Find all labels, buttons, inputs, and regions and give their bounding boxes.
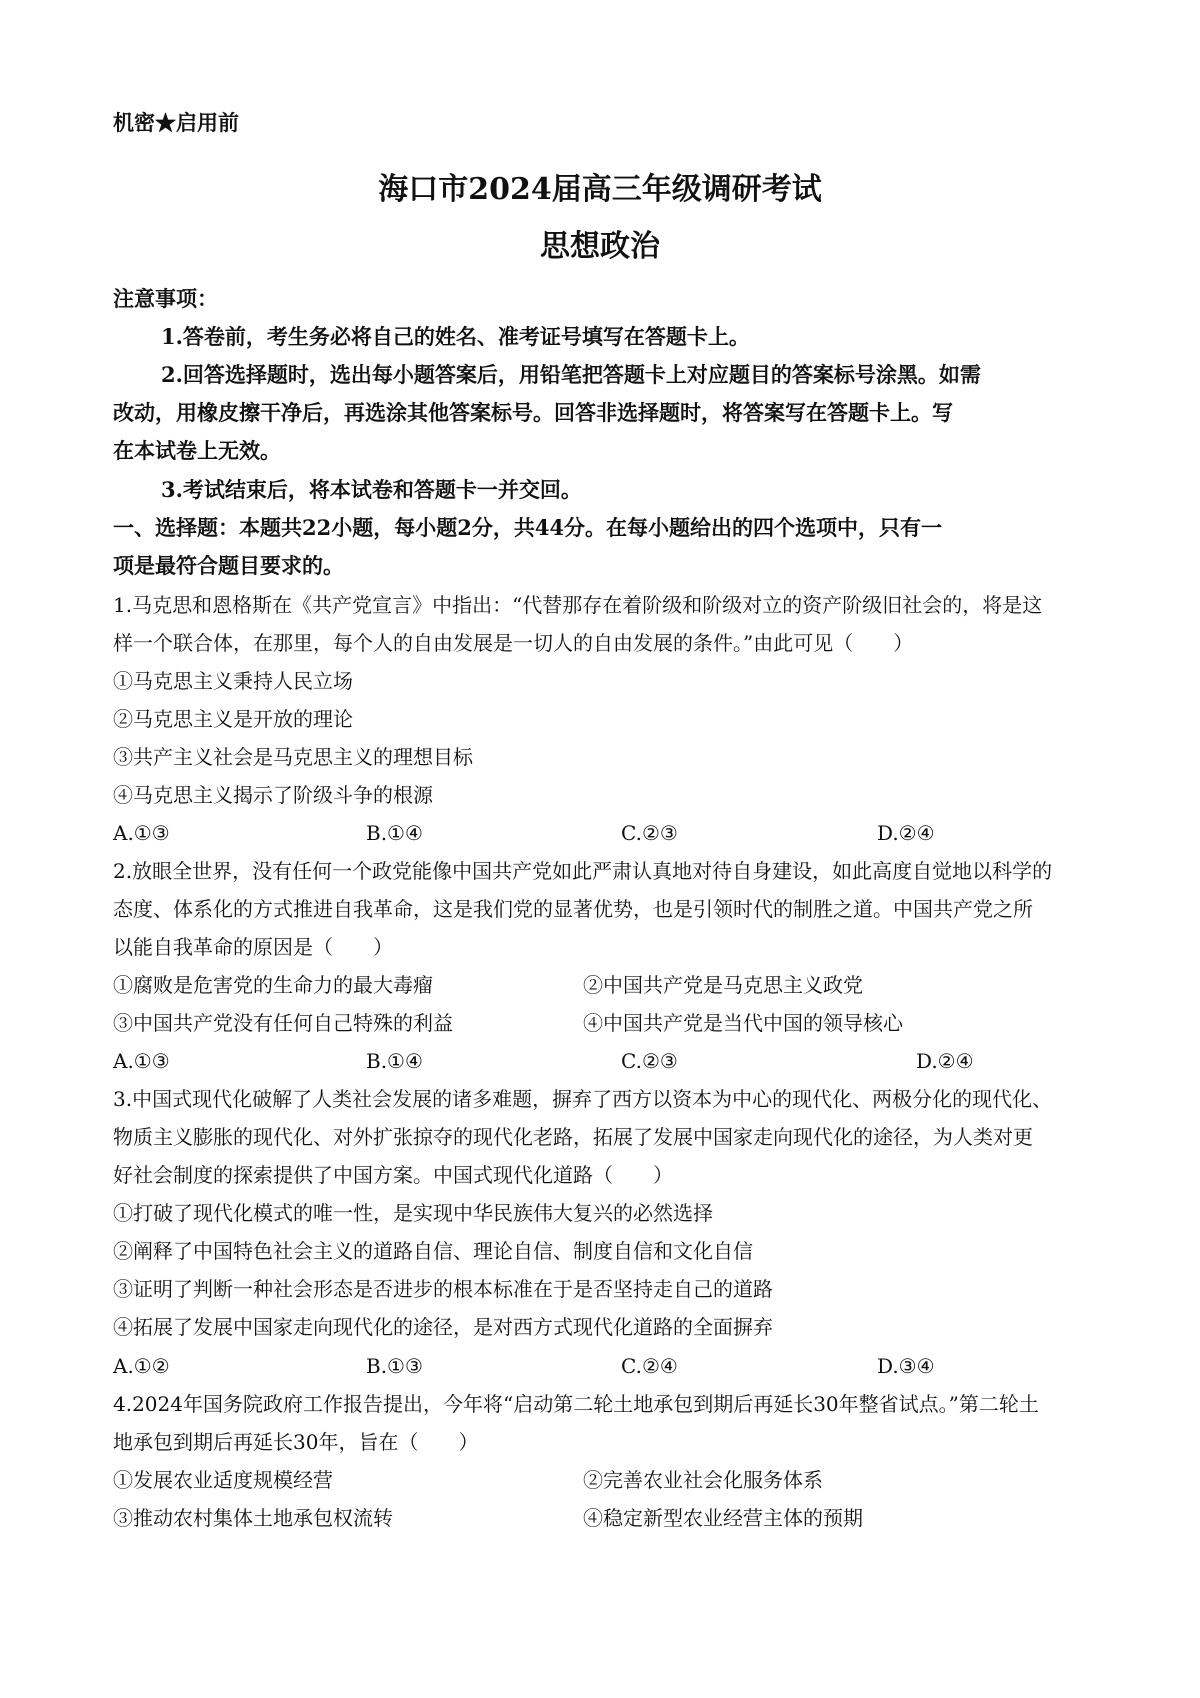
question-stem: 1.马克思和恩格斯在《共产党宣言》中指出：“代替那存在着阶级和阶级对立的资产阶级旧社会的，将是这 xyxy=(113,593,1043,617)
choice-a: A.①③ xyxy=(113,1049,170,1073)
exam-title: 海口市2024届高三年级调研考试 xyxy=(378,172,822,207)
choice-a: A.①③ xyxy=(113,821,170,845)
subject-title: 思想政治 xyxy=(540,229,660,264)
statement-option: ③推动农村集体土地承包权流转 xyxy=(113,1506,393,1530)
choice-c: C.②④ xyxy=(621,1354,678,1378)
notice-item: 改动，用橡皮擦干净后，再选涂其他答案标号。回答非选择题时，将答案写在答题卡上。写 xyxy=(113,400,953,425)
statement-option: ①腐败是危害党的生命力的最大毒瘤 xyxy=(113,973,433,997)
section-heading: 一、选择题：本题共22小题，每小题2分，共44分。在每小题给出的四个选项中，只有一 xyxy=(113,515,943,540)
statement-option: ④拓展了发展中国家走向现代化的途径，是对西方式现代化道路的全面摒弃 xyxy=(113,1315,773,1339)
notice-item: 2.回答选择题时，选出每小题答案后，用铅笔把答题卡上对应题目的答案标号涂黑。如需 xyxy=(161,362,981,387)
notice-item: 3.考试结束后，将本试卷和答题卡一并交回。 xyxy=(161,477,582,502)
question-stem: 态度、体系化的方式推进自我革命，这是我们党的显著优势，也是引领时代的制胜之道。中国共产党之所 xyxy=(113,897,1033,921)
statement-option: ②完善农业社会化服务体系 xyxy=(583,1468,823,1492)
notice-item: 1.答卷前，考生务必将自己的姓名、准考证号填写在答题卡上。 xyxy=(161,324,750,349)
statement-option: ③中国共产党没有任何自己特殊的利益 xyxy=(113,1011,453,1035)
question-stem: 3.中国式现代化破解了人类社会发展的诸多难题，摒弃了西方以资本为中心的现代化、两极分化的现代化、 xyxy=(113,1087,1053,1111)
statement-option: ③证明了判断一种社会形态是否进步的根本标准在于是否坚持走自己的道路 xyxy=(113,1277,773,1301)
statement-option: ④稳定新型农业经营主体的预期 xyxy=(583,1506,863,1530)
choice-b: B.①③ xyxy=(366,1354,423,1378)
choice-d: D.②④ xyxy=(916,1049,974,1073)
notice-item: 在本试卷上无效。 xyxy=(113,438,281,463)
notice-heading: 注意事项： xyxy=(113,286,218,311)
choice-d: D.②④ xyxy=(877,821,935,845)
statement-option: ③共产主义社会是马克思主义的理想目标 xyxy=(113,745,473,769)
statement-option: ①马克思主义秉持人民立场 xyxy=(113,669,353,693)
statement-option: ②中国共产党是马克思主义政党 xyxy=(583,973,863,997)
choice-c: C.②③ xyxy=(621,821,678,845)
choice-d: D.③④ xyxy=(877,1354,935,1378)
question-stem: 物质主义膨胀的现代化、对外扩张掠夺的现代化老路，拓展了发展中国家走向现代化的途径，为人类对更 xyxy=(113,1125,1033,1149)
section-heading: 项是最符合题目要求的。 xyxy=(113,553,344,578)
choice-a: A.①② xyxy=(113,1354,170,1378)
statement-option: ②阐释了中国特色社会主义的道路自信、理论自信、制度自信和文化自信 xyxy=(113,1239,753,1263)
statement-option: ①发展农业适度规模经营 xyxy=(113,1468,333,1492)
statement-option: ②马克思主义是开放的理论 xyxy=(113,707,353,731)
statement-option: ①打破了现代化模式的唯一性，是实现中华民族伟大复兴的必然选择 xyxy=(113,1201,713,1225)
question-stem: 好社会制度的探索提供了中国方案。中国式现代化道路（ ） xyxy=(113,1163,673,1187)
choice-b: B.①④ xyxy=(366,821,423,845)
statement-option: ④中国共产党是当代中国的领导核心 xyxy=(583,1011,903,1035)
question-stem: 样一个联合体，在那里，每个人的自由发展是一切人的自由发展的条件。”由此可见（ ） xyxy=(113,631,914,655)
question-stem: 2.放眼全世界，没有任何一个政党能像中国共产党如此严肃认真地对待自身建设，如此高度自觉地以科学的 xyxy=(113,859,1053,883)
statement-option: ④马克思主义揭示了阶级斗争的根源 xyxy=(113,783,433,807)
choice-c: C.②③ xyxy=(621,1049,678,1073)
choice-b: B.①④ xyxy=(366,1049,423,1073)
question-stem: 4.2024年国务院政府工作报告提出，今年将“启动第二轮土地承包到期后再延长30年整省试点。”第二轮土 xyxy=(113,1392,1039,1416)
secret-label: 机密★启用前 xyxy=(113,110,239,135)
question-stem: 地承包到期后再延长30年，旨在（ ） xyxy=(113,1430,479,1454)
question-stem: 以能自我革命的原因是（ ） xyxy=(113,935,393,959)
